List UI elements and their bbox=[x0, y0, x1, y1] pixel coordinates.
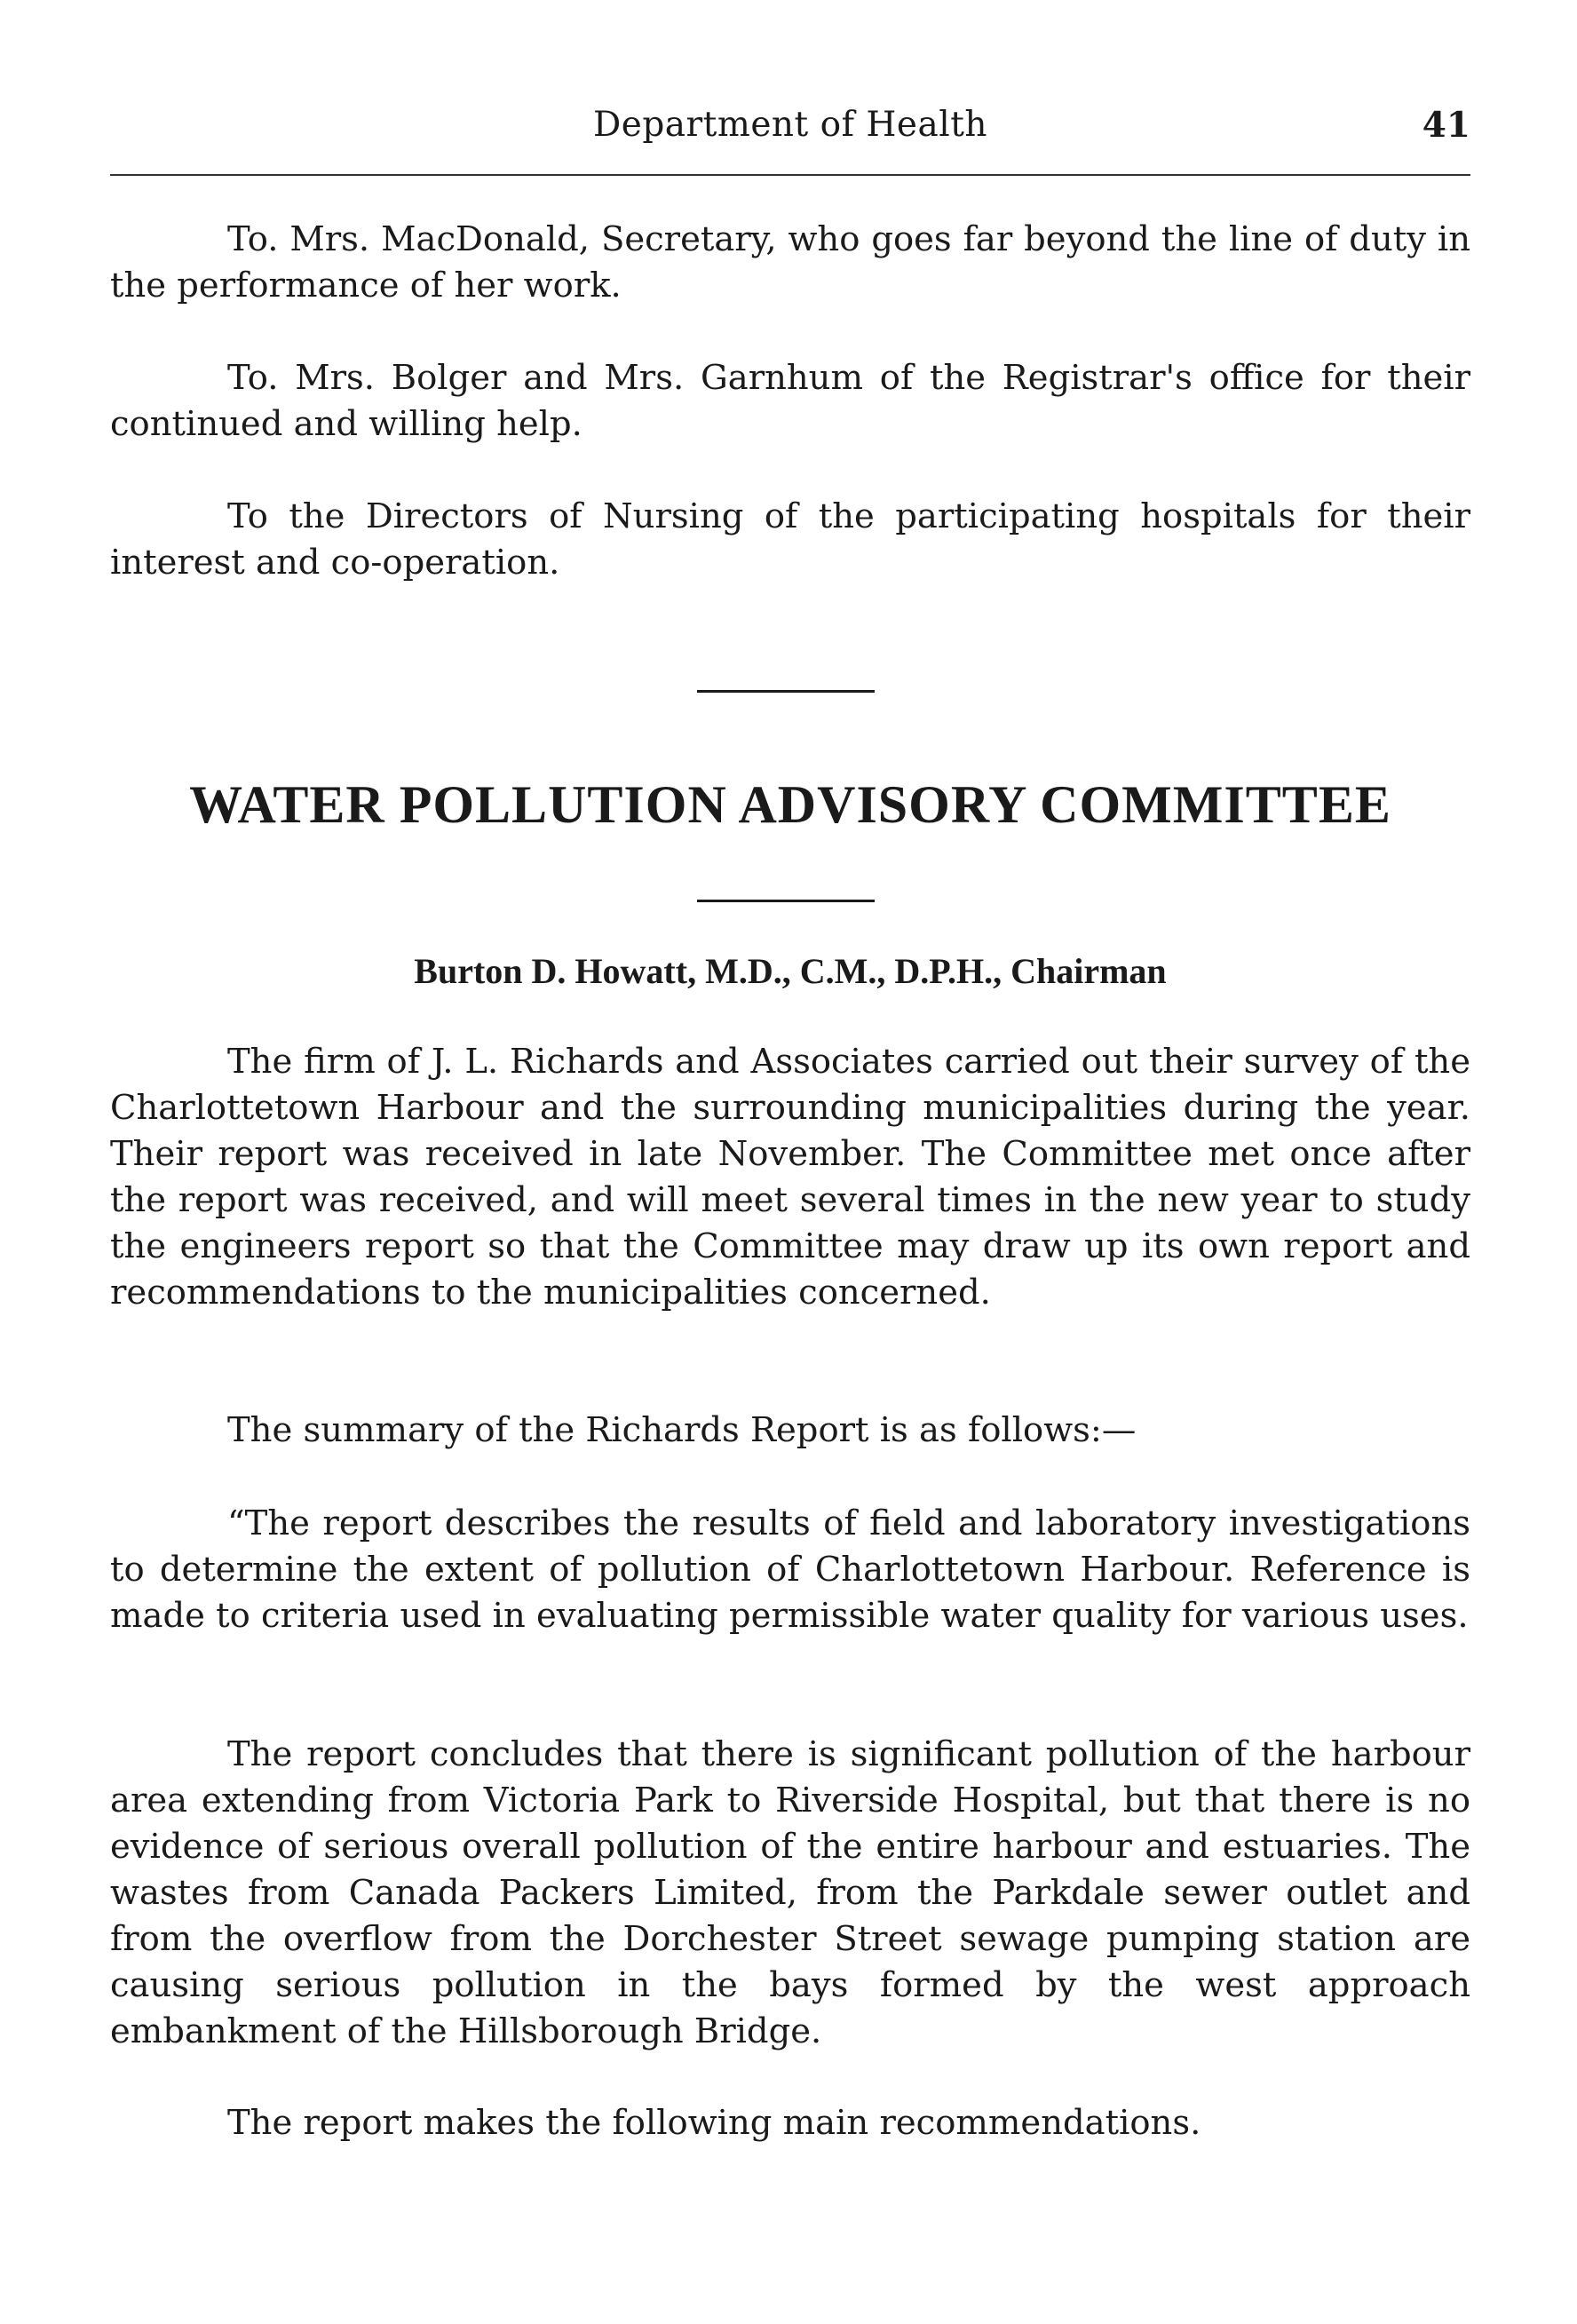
paragraph-survey bbox=[110, 1039, 1470, 1316]
paragraph-text: The firm of J. L. Richards and Associates carried out their survey of the Charlottetown Harbour and the surrounding municipalities during the year. Their report was received in late November. The Committee met once after the report was received, and will meet several times in the new year to study the engineers report so that the Committee may draw up its own report and recommendations to the municipalities concerned. bbox=[110, 1042, 1470, 1313]
paragraph-text: The report makes the following main recommendations. bbox=[227, 2103, 1201, 2143]
header-rule bbox=[110, 174, 1470, 176]
paragraph-text: The summary of the Richards Report is as follows:— bbox=[227, 1410, 1137, 1450]
acknowledgement-2 bbox=[110, 355, 1470, 448]
section-divider-bottom bbox=[697, 900, 875, 902]
paragraph-recommendations bbox=[110, 2100, 1470, 2146]
paragraph-summary-intro bbox=[110, 1408, 1470, 1454]
running-title: Department of Health bbox=[592, 105, 988, 145]
acknowledgement-1 bbox=[110, 217, 1470, 309]
acknowledgement-text: To. Mrs. MacDonald, Secretary, who goes far beyond the line of duty in the performance of her work. bbox=[110, 219, 1470, 305]
acknowledgement-text: To. Mrs. Bolger and Mrs. Garnhum of the Registrar's office for their continued and willing help. bbox=[110, 358, 1470, 444]
section-title: WATER POLLUTION ADVISORY COMMITTEE bbox=[189, 775, 1391, 834]
paragraph-text: The report concludes that there is significant pollution of the harbour area extending from Victoria Park to Riverside Hospital, but that there is no evidence of serious overall pollution of the entire harbour and estuaries. The wastes from Canada Packers Limited, from the Parkdale sewer outlet and from the overflow from the Dorchester Street sewage pumping station are causing serious pollution in the bays formed by the west approach embankment of the Hillsborough Bridge. bbox=[110, 1734, 1470, 2051]
section-divider-top bbox=[697, 690, 875, 693]
page-number: 41 bbox=[1422, 105, 1470, 146]
paragraph-report-concludes bbox=[110, 1732, 1470, 2055]
paragraph-text: “The report describes the results of field and laboratory investigations to determine the extent of pollution of Charlottetown Harbour. Reference is made to criteria used in evaluating permissible water quality for various uses. bbox=[110, 1503, 1470, 1636]
acknowledgement-3 bbox=[110, 494, 1470, 586]
paragraph-report-describes bbox=[110, 1501, 1470, 1639]
chairman-line: Burton D. Howatt, M.D., C.M., D.P.H., Chairman bbox=[414, 951, 1167, 991]
acknowledgement-text: To the Directors of Nursing of the participating hospitals for their interest and co-operation. bbox=[110, 496, 1470, 583]
running-head bbox=[110, 105, 1470, 158]
